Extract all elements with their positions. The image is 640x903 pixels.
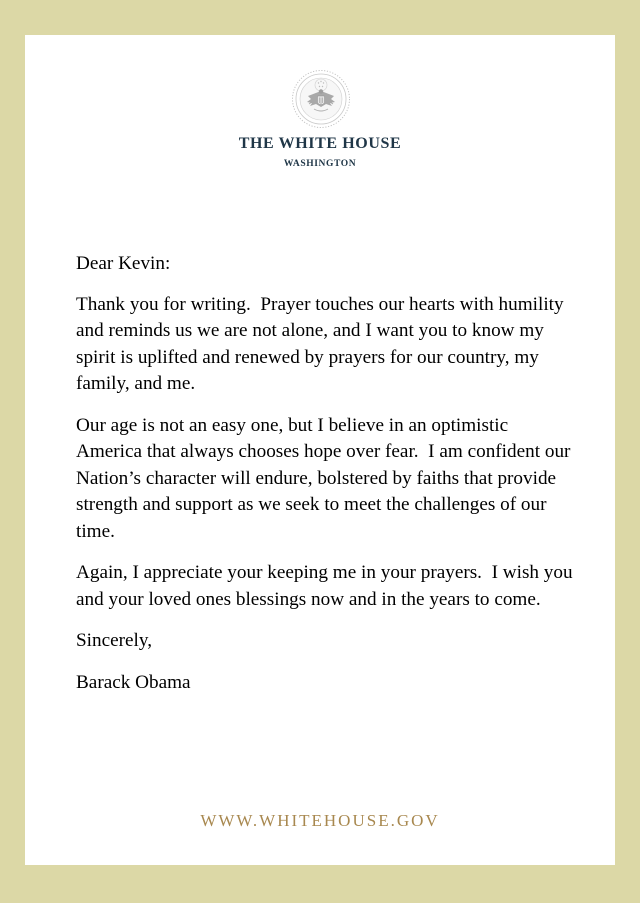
letter-body	[76, 251, 576, 711]
presidential-seal-icon	[291, 69, 351, 129]
closing: Sincerely,	[76, 630, 153, 651]
letter-page	[25, 35, 615, 865]
signature: Barack Obama	[76, 671, 191, 693]
footer-url: WWW.WHITEHOUSE.GOV	[200, 811, 440, 830]
paragraph: Our age is not an easy one, but I believe in an optimistic America that always chooses hope over fear. I am confident our Nation’s character will endure, bolstered by faiths that provide strength and support as we seek to meet the challenges of our time.	[76, 414, 576, 542]
letterhead-title: THE WHITE HOUSE	[238, 135, 402, 152]
letterhead-subtitle: WASHINGTON	[283, 159, 357, 169]
paragraph: Again, I appreciate your keeping me in your prayers. I wish you and your loved ones blessings now and in the years to come.	[76, 562, 578, 610]
paragraph: Thank you for writing. Prayer touches our hearts with humility and reminds us we are not alone, and I want you to know my spirit is uplifted and renewed by prayers for our country, my family, and me.	[76, 293, 569, 394]
salutation: Dear Kevin:	[76, 253, 171, 274]
